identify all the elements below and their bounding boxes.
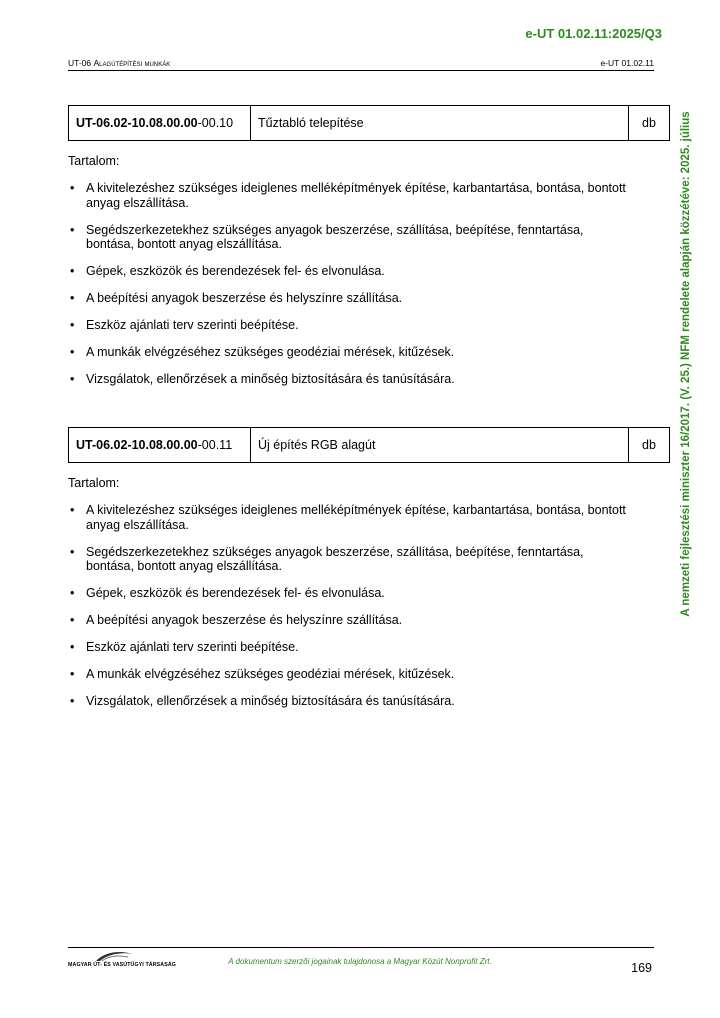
content-list [68, 503, 628, 721]
list-item: • Eszköz ajánlati terv szerinti beépítése. [68, 318, 628, 333]
list-item: • A munkák elvégzéséhez szükséges geodéziai mérések, kitűzések. [68, 667, 628, 682]
page-number: 169 [631, 961, 652, 975]
list-item: • A beépítési anyagok beszerzése és helyszínre szállítása. [68, 613, 628, 628]
list-item: • A kivitelezéshez szükséges ideiglenes melléképítmények építése, karbantartása, bontása, bontott anyag elszállítása. [68, 181, 628, 210]
list-item: • A beépítési anyagok beszerzése és helyszínre szállítása. [68, 291, 628, 306]
content-label: Tartalom: [68, 154, 120, 168]
footer-divider [68, 947, 654, 948]
list-item: • Gépek, eszközök és berendezések fel- és elvonulása. [68, 264, 628, 279]
item-name: Új építés RGB alagút [251, 428, 629, 462]
item-code-main: UT-06.02-10.08.00.00 [76, 438, 198, 452]
logo-text: MAGYAR ÚT- ÉS VASÚTÜGYI TÁRSASÁG [68, 962, 176, 968]
item-unit: db [642, 438, 656, 452]
item-code-suffix: -00.10 [197, 116, 234, 130]
list-item: • A kivitelezéshez szükséges ideiglenes melléképítmények építése, karbantartása, bontása, bontott anyag elszállítása. [68, 503, 628, 532]
section-name: Alagútépítési munkák [93, 58, 171, 68]
item-table [68, 427, 670, 463]
list-item: • Segédszerkezetekhez szükséges anyagok beszerzése, szállítása, beépítése, fenntartása, bontása, bontott anyag elszállítása. [68, 223, 628, 252]
item-code-main: UT-06.02-10.08.00.00 [76, 116, 198, 130]
copyright-notice: A dokumentum szerzői jogainak tulajdonosa a Magyar Közút Nonprofit Zrt. [228, 957, 492, 966]
list-item: • A munkák elvégzéséhez szükséges geodéziai mérések, kitűzések. [68, 345, 628, 360]
item-table [68, 105, 670, 141]
content-label: Tartalom: [68, 476, 120, 490]
list-item: • Eszköz ajánlati terv szerinti beépítése. [68, 640, 628, 655]
content-list [68, 181, 628, 399]
side-note-text: A nemzeti fejlesztési miniszter 16/2017. (V. 25.) NFM rendelete alapján közzétéve: 2025. július [680, 111, 692, 617]
list-item: • Segédszerkezetekhez szükséges anyagok beszerzése, szállítása, beépítése, fenntartása, bontása, bontott anyag elszállítása. [68, 545, 628, 574]
header-right-code: e-UT 01.02.11 [600, 58, 654, 68]
section-code: UT-06 [68, 58, 94, 68]
item-code-suffix: -00.11 [197, 438, 233, 452]
document-code: e-UT 01.02.11:2025/Q3 [525, 26, 662, 41]
item-name: Tűztabló telepítése [251, 106, 629, 140]
list-item: • Vizsgálatok, ellenőrzések a minőség biztosítására és tanúsítására. [68, 372, 628, 387]
item-code [69, 106, 251, 140]
running-header [68, 58, 654, 71]
section-title [68, 58, 170, 68]
list-item: • Vizsgálatok, ellenőrzések a minőség biztosítására és tanúsítására. [68, 694, 628, 709]
item-code [69, 428, 251, 462]
list-item: • Gépek, eszközök és berendezések fel- és elvonulása. [68, 586, 628, 601]
item-unit: db [642, 116, 656, 130]
